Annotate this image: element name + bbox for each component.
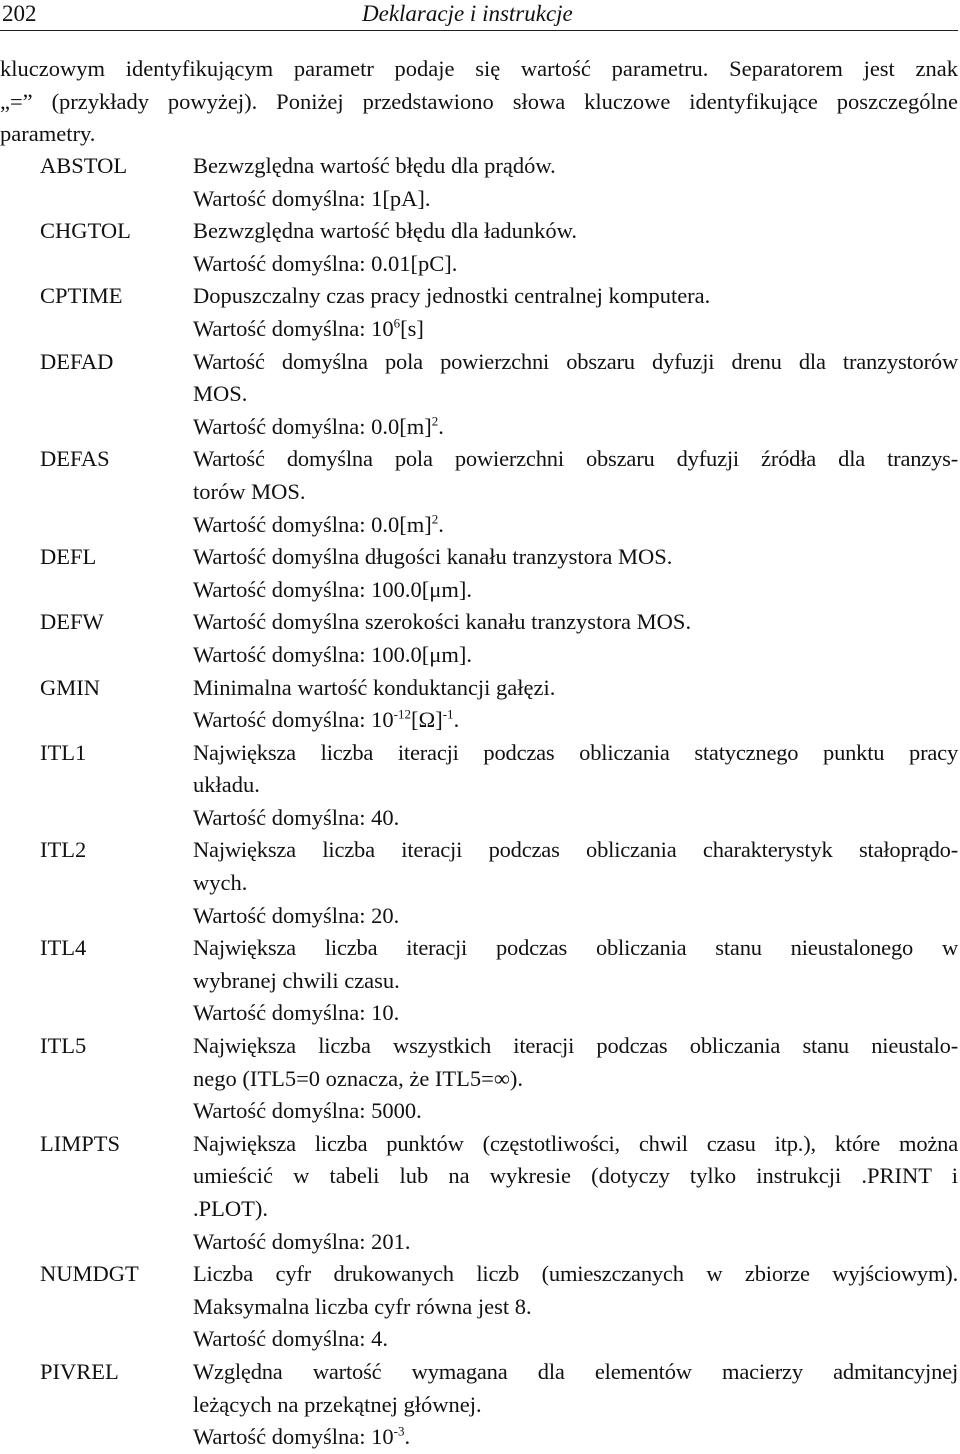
parameter-name: DEFAD: [40, 348, 114, 374]
parameter-entry: [0, 443, 960, 541]
default-value-line: [193, 1226, 958, 1259]
running-header: [0, 0, 958, 31]
parameter-entry: [0, 1356, 960, 1454]
default-value-line: [193, 997, 958, 1030]
default-label: Wartość domyślna:: [193, 1326, 366, 1352]
parameter-entry: [0, 737, 960, 835]
default-value-line: [193, 1323, 958, 1356]
intro-line: „=” (przykłady powyżej). Poniżej przedstawiono słowa kluczowe identyfikujące poszczególne: [0, 88, 958, 114]
parameter-name: GMIN: [40, 674, 100, 700]
running-title: Deklaracje i instrukcje: [362, 1, 573, 26]
description-line: Największa liczba punktów (częstotliwości, chwil czasu itp.), które można: [193, 1130, 958, 1156]
default-value-line: [193, 574, 958, 607]
description-line: leżących na przekątnej głównej.: [193, 1391, 482, 1417]
default-label: Wartość domyślna:: [193, 1098, 366, 1124]
description-line: nego (ITL5=0 oznacza, że ITL5=∞).: [193, 1065, 524, 1091]
default-value: 201.: [371, 1228, 411, 1254]
description-line: wych.: [193, 870, 248, 896]
default-label: Wartość domyślna:: [193, 707, 366, 733]
parameter-entry: [0, 215, 960, 280]
parameter-description: [193, 346, 958, 444]
default-value: 100.0[μm].: [371, 641, 472, 667]
default-label: Wartość domyślna:: [193, 1424, 366, 1450]
page-number: 202: [2, 1, 37, 26]
default-value: 0.0[m]: [371, 511, 432, 537]
parameter-description: [193, 280, 958, 345]
default-value-line: [193, 900, 958, 933]
default-label: Wartość domyślna:: [193, 315, 366, 341]
default-value: 1[pA].: [371, 185, 431, 211]
default-label: Wartość domyślna:: [193, 511, 366, 537]
description-line: Największa liczba iteracji podczas obliczania charakterystyk stałoprądo-: [193, 837, 958, 863]
parameter-description: [193, 150, 958, 215]
intro-line: kluczowym identyfikującym parametr podaje się wartość parametru. Separatorem jest znak: [0, 56, 958, 81]
default-value-unit: .: [438, 413, 444, 439]
parameter-description: [193, 1356, 958, 1454]
description-line: Największa liczba iteracji podczas obliczania statycznego punktu pracy: [193, 739, 958, 765]
default-value-line: [193, 704, 958, 737]
default-exponent: 2: [431, 413, 439, 429]
description-line: Wartość domyślna pola powierzchni obszaru dyfuzji drenu dla tranzystorów: [193, 348, 958, 374]
parameter-description: [193, 932, 958, 1030]
parameter-name: LIMPTS: [40, 1130, 121, 1156]
default-value-line: [193, 1421, 958, 1454]
default-label: Wartość domyślna:: [193, 641, 366, 667]
default-value: 5000.: [371, 1098, 422, 1124]
description-line: wybranej chwili czasu.: [193, 967, 400, 993]
default-value: 0.0[m]: [371, 413, 432, 439]
default-value-line: [193, 248, 958, 281]
default-exponent: 2: [431, 511, 439, 527]
parameter-name: CHGTOL: [40, 218, 131, 244]
default-label: Wartość domyślna:: [193, 804, 366, 830]
description-line: Bezwzględna wartość błędu dla ładunków.: [193, 218, 578, 244]
parameter-entry: [0, 150, 960, 215]
default-value: 100.0[μm].: [371, 576, 472, 602]
default-value-line: [193, 183, 958, 216]
parameter-description: [193, 215, 958, 280]
default-value: 0.01[pC].: [371, 250, 458, 276]
parameter-entry: [0, 1030, 960, 1128]
description-line: torów MOS.: [193, 478, 306, 504]
parameter-name: ITL1: [40, 739, 87, 765]
default-exponent: -12: [393, 706, 411, 722]
description-line: układu.: [193, 772, 260, 798]
description-line: Bezwzględna wartość błędu dla prądów.: [193, 153, 556, 178]
description-line: Minimalna wartość konduktancji gałęzi.: [193, 674, 556, 700]
description-line: Dopuszczalny czas pracy jednostki centralnej komputera.: [193, 283, 711, 309]
parameter-name: DEFL: [40, 544, 97, 570]
parameter-entry: [0, 672, 960, 737]
default-value-line: [193, 639, 958, 672]
parameter-name: DEFW: [40, 609, 104, 635]
default-value-line: [193, 1095, 958, 1128]
parameter-entry: [0, 346, 960, 444]
default-value-unit: [s]: [400, 315, 424, 341]
default-value: 40.: [371, 804, 400, 830]
parameter-entry: [0, 1128, 960, 1258]
default-value-line: [193, 802, 958, 835]
default-value: 10.: [371, 1000, 400, 1026]
parameter-description: [193, 1030, 958, 1128]
parameter-entry: [0, 834, 960, 932]
description-line: Względna wartość wymagana dla elementów macierzy admitancyjnej: [193, 1358, 958, 1384]
parameter-name: DEFAS: [40, 446, 110, 472]
default-label: Wartość domyślna:: [193, 1000, 366, 1026]
description-line: .PLOT).: [193, 1196, 268, 1221]
parameter-description: [193, 443, 958, 541]
default-value-suffix: .: [453, 707, 460, 733]
default-value-line: [193, 313, 958, 346]
default-label: Wartość domyślna:: [193, 902, 366, 928]
default-value-unit: [Ω]: [411, 707, 443, 733]
default-value-unit: .: [404, 1424, 411, 1450]
description-line: MOS.: [193, 381, 248, 407]
intro-line: parametry.: [0, 121, 96, 147]
parameter-list: [0, 150, 960, 1454]
parameter-description: [193, 1128, 958, 1258]
description-line: umieścić w tabeli lub na wykresie (dotyczy tylko instrukcji .PRINT i: [193, 1163, 958, 1189]
description-line: Wartość domyślna pola powierzchni obszaru dyfuzji źródła dla tranzys-: [193, 446, 958, 472]
parameter-name: PIVREL: [40, 1358, 119, 1384]
default-value-line: [193, 411, 958, 444]
default-exponent: -3: [393, 1423, 405, 1439]
parameter-name: NUMDGT: [40, 1261, 139, 1287]
description-line: Wartość domyślna szerokości kanału tranzystora MOS.: [193, 609, 692, 635]
default-value: 10: [371, 1424, 394, 1450]
parameter-entry: [0, 280, 960, 345]
description-line: Maksymalna liczba cyfr równa jest 8.: [193, 1293, 532, 1319]
default-value: 20.: [371, 902, 400, 928]
default-label: Wartość domyślna:: [193, 413, 366, 439]
parameter-entry: [0, 932, 960, 1030]
parameter-name: ABSTOL: [40, 153, 128, 178]
parameter-name: CPTIME: [40, 283, 123, 309]
parameter-description: [193, 541, 958, 606]
intro-paragraph: [0, 53, 958, 151]
default-value: 10: [371, 707, 394, 733]
parameter-description: [193, 1258, 958, 1356]
parameter-description: [193, 834, 958, 932]
parameter-name: ITL5: [40, 1033, 87, 1059]
description-line: Liczba cyfr drukowanych liczb (umieszczanych w zbiorze wyjściowym).: [193, 1261, 958, 1287]
default-label: Wartość domyślna:: [193, 250, 366, 276]
default-value-line: [193, 509, 958, 542]
description-line: Największa liczba iteracji podczas obliczania stanu nieustalonego w: [193, 935, 958, 961]
parameter-entry: [0, 606, 960, 671]
parameter-name: ITL4: [40, 935, 87, 961]
default-label: Wartość domyślna:: [193, 1228, 366, 1254]
default-exponent: 6: [393, 315, 401, 331]
parameter-entry: [0, 1258, 960, 1356]
parameter-description: [193, 672, 958, 737]
default-label: Wartość domyślna:: [193, 576, 366, 602]
description-line: Największa liczba wszystkich iteracji podczas obliczania stanu nieustalo-: [193, 1033, 958, 1059]
default-label: Wartość domyślna:: [193, 185, 366, 211]
parameter-name: ITL2: [40, 837, 87, 863]
parameter-description: [193, 737, 958, 835]
parameter-entry: [0, 541, 960, 606]
default-value-unit: .: [438, 511, 444, 537]
default-value: 10: [371, 315, 394, 341]
default-exponent: -1: [442, 706, 454, 722]
description-line: Wartość domyślna długości kanału tranzystora MOS.: [193, 544, 673, 570]
default-value: 4.: [371, 1326, 389, 1352]
parameter-description: [193, 606, 958, 671]
